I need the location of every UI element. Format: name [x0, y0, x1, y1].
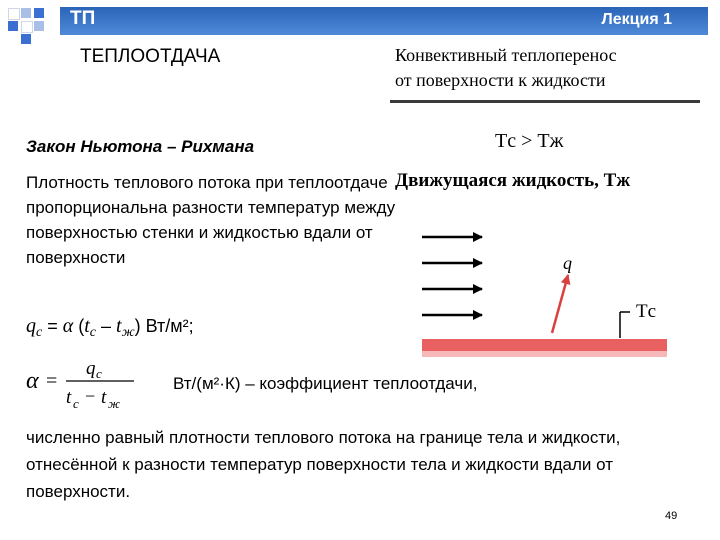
formula-t1-sub: с — [89, 325, 97, 340]
heat-flux-arrow — [552, 275, 568, 333]
alpha-numerator-sub: с — [96, 366, 102, 381]
lecture-label: Лекция 1 — [601, 11, 672, 28]
formula-t2-sub: ж — [121, 325, 135, 340]
alpha-numerator: q — [86, 358, 96, 379]
conclusion-text: численно равный плотности теплового потока на границе тела и жидкости, отнесённой к разности температур поверхности тела и жидкости вдали от поверхности. — [26, 428, 621, 501]
figure-title-line1: Конвективный теплоперенос — [395, 45, 617, 65]
q-label: q — [563, 253, 572, 273]
convection-diagram — [400, 215, 700, 365]
alpha-formula — [22, 350, 142, 414]
formula-equals: = — [42, 316, 63, 336]
surface-temp-label: Tс — [636, 301, 657, 322]
header-title: ТП — [70, 8, 96, 29]
deco-square — [21, 21, 33, 33]
surface-wall-fade — [422, 351, 667, 357]
deco-square — [8, 21, 18, 31]
deco-square — [21, 8, 31, 18]
alpha-symbol: α — [26, 368, 39, 394]
alpha-den-t1: t — [66, 387, 72, 408]
formula-t1: t — [84, 315, 90, 337]
deco-square — [8, 8, 20, 20]
page-number: 49 — [665, 510, 678, 522]
temperature-relation: Tс > Tж — [495, 130, 564, 152]
formula-close: ) — [134, 316, 141, 336]
figure-title — [395, 43, 715, 93]
formula-alpha: α — [62, 315, 74, 337]
slide-title: ТЕПЛООТДАЧА — [80, 46, 221, 67]
formula-q: q — [26, 315, 36, 337]
alpha-den-minus: − — [85, 386, 96, 406]
formula-unit: Вт/м²; — [140, 316, 194, 336]
definition-text: Плотность теплового потока при теплоотдаче пропорциональна разности температур между поверхностью стенки и жидкостью вдали от поверхности — [26, 173, 396, 267]
deco-square — [34, 8, 44, 18]
alpha-den-t2-sub: ж — [108, 396, 121, 411]
figure-title-line2: от поверхности к жидкости — [395, 70, 606, 90]
deco-square — [34, 21, 44, 31]
moving-fluid-label: Движущаяся жидкость, Tж — [395, 170, 631, 191]
coefficient-text: Вт/(м²·К) – коэффициент теплоотдачи, — [173, 374, 478, 393]
formula-minus: – — [96, 316, 117, 336]
deco-square — [21, 34, 31, 44]
alpha-equals: = — [46, 370, 58, 392]
alpha-den-t1-sub: с — [73, 396, 79, 411]
law-title: Закон Ньютона – Рихмана — [26, 137, 255, 156]
surface-wall — [422, 339, 667, 351]
figure-divider — [390, 100, 700, 103]
formula-open: ( — [73, 316, 85, 336]
alpha-den-t2: t — [101, 387, 107, 408]
formula-t2: t — [116, 315, 122, 337]
formula-q-sub: с — [36, 325, 43, 340]
heat-flux-formula — [26, 315, 194, 341]
